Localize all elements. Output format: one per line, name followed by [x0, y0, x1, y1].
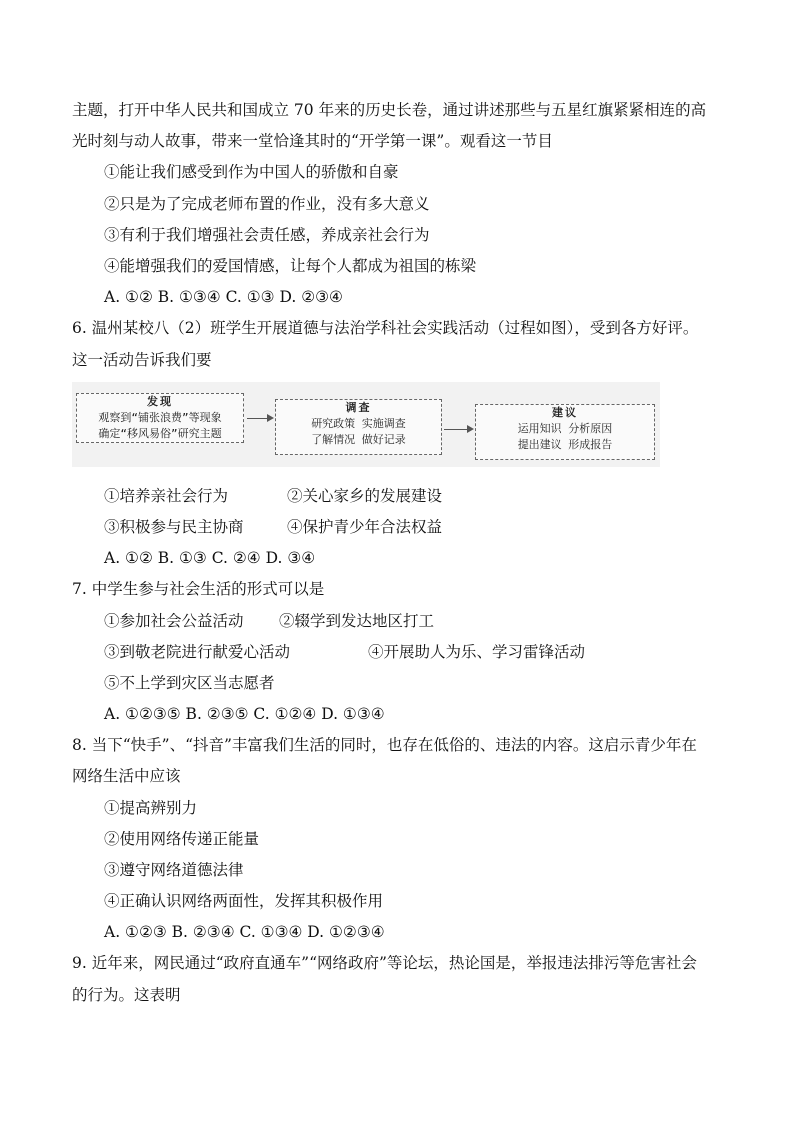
- flow-box-discover-title: 发现: [147, 395, 173, 408]
- flow-box-suggest-line2: 提出建议 形成报告: [517, 438, 613, 451]
- flow-arrow-1: [247, 418, 272, 419]
- q5-option-4: ④能增强我们的爱国情感，让每个人都成为祖国的栋梁: [104, 257, 477, 275]
- q7-option-3: ③到敬老院进行献爱心活动: [104, 643, 291, 661]
- q6-stem-line1: 6. 温州某校八（2）班学生开展道德与法治学科社会实践活动（过程如图），受到各方好评。: [72, 319, 699, 337]
- q8-option-2: ②使用网络传递正能量: [104, 830, 260, 848]
- q6-stem-line2: 这一活动告诉我们要: [72, 351, 212, 369]
- flow-box-suggest-title: 建议: [552, 406, 578, 419]
- q5-stem-line2: 光时刻与动人故事，带来一堂恰逢其时的“开学第一课”。观看这一节目: [72, 132, 553, 150]
- q5-stem-line1: 主题，打开中华人民共和国成立 70 年来的历史长卷，通过讲述那些与五星红旗紧紧相连的高: [72, 101, 707, 119]
- q9-stem-line1: 9. 近年来，网民通过“政府直通车”“网络政府”等论坛，热论国是，举报违法排污等危害社会: [72, 954, 697, 972]
- flow-box-discover-line1: 观察到“铺张浪费”等现象: [98, 411, 222, 424]
- flow-box-survey-title: 调查: [345, 401, 372, 414]
- q7-option-2: ②辍学到发达地区打工: [279, 612, 435, 630]
- flow-arrow-2: [444, 429, 472, 430]
- q5-answers: A. ①② B. ①③④ C. ①③ D. ②③④: [104, 288, 343, 306]
- q5-option-2: ②只是为了完成老师布置的作业，没有多大意义: [104, 195, 430, 213]
- flow-box-survey-line2: 了解情况 做好记录: [311, 433, 406, 446]
- flow-box-suggest-line1: 运用知识 分析原因: [517, 422, 613, 435]
- q8-option-1: ①提高辨别力: [104, 799, 198, 817]
- q6-option-4: ④保护青少年合法权益: [287, 518, 443, 536]
- q6-flow-diagram: [72, 382, 660, 467]
- q6-option-3: ③积极参与民主协商: [104, 518, 244, 536]
- q7-option-4: ④开展助人为乐、学习雷锋活动: [368, 643, 586, 661]
- q7-stem: 7. 中学生参与社会生活的形式可以是: [72, 580, 325, 598]
- q7-option-5: ⑤不上学到灾区当志愿者: [104, 674, 275, 692]
- flow-box-survey-line1: 研究政策 实施调查: [311, 417, 406, 430]
- q5-option-1: ①能让我们感受到作为中国人的骄傲和自豪: [104, 163, 399, 181]
- flow-box-discover: [76, 393, 244, 443]
- q8-stem-line2: 网络生活中应该: [72, 767, 181, 785]
- q8-option-4: ④正确认识网络两面性，发挥其积极作用: [104, 892, 384, 910]
- q6-answers: A. ①② B. ①③ C. ②④ D. ③④: [104, 549, 316, 567]
- q8-stem-line1: 8. 当下“快手”、“抖音”丰富我们生活的同时，也存在低俗的、违法的内容。这启示青少年在: [72, 736, 697, 754]
- q7-answers: A. ①②③⑤ B. ②③⑤ C. ①②④ D. ①③④: [104, 705, 385, 723]
- flow-box-suggest: [475, 404, 655, 460]
- q5-option-3: ③有利于我们增强社会责任感，养成亲社会行为: [104, 226, 430, 244]
- flow-box-survey: [275, 399, 442, 455]
- q9-stem-line2: 的行为。这表明: [72, 986, 181, 1004]
- flow-box-discover-line2: 确定“移风易俗”研究主题: [98, 427, 222, 440]
- q6-option-1: ①培养亲社会行为: [104, 487, 229, 505]
- q8-answers: A. ①②③ B. ②③④ C. ①③④ D. ①②③④: [104, 923, 385, 941]
- q6-option-2: ②关心家乡的发展建设: [287, 487, 443, 505]
- q8-option-3: ③遵守网络道德法律: [104, 861, 244, 879]
- q7-option-1: ①参加社会公益活动: [104, 612, 244, 630]
